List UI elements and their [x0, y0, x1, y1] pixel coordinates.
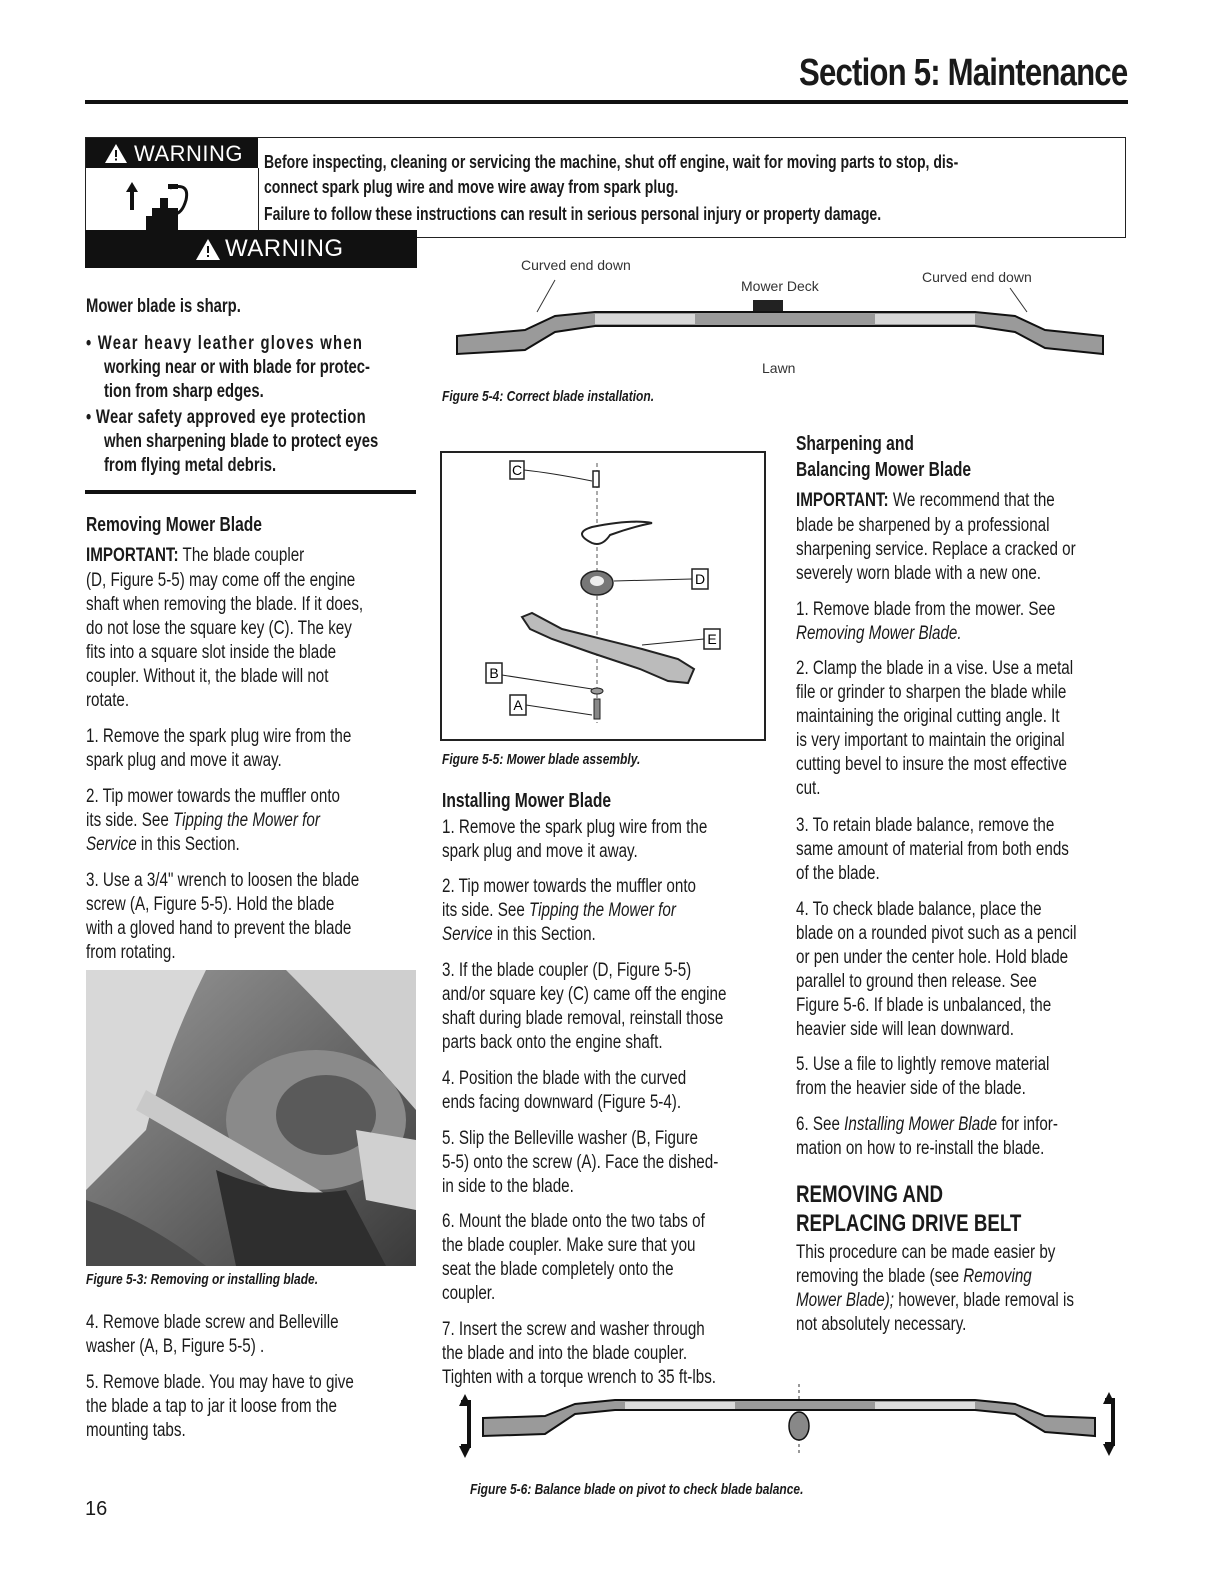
step-text: the blade and into the blade coupler. — [442, 1343, 688, 1364]
step-text: ends facing downward (Figure 5-4). — [442, 1092, 682, 1113]
warning-line: Before inspecting, cleaning or servicing the machine, shut off engine, wait for moving parts to stop, dis- — [264, 152, 959, 172]
important-label: IMPORTANT: — [86, 545, 179, 566]
section-heading-sharpening: Balancing Mower Blade — [796, 459, 972, 481]
step-text: maintaining the original cutting angle. It — [796, 706, 1060, 727]
step-text: 5. Slip the Belleville washer (B, Figure — [442, 1128, 698, 1149]
step-text: 4. Position the blade with the curved — [442, 1068, 687, 1089]
fig54-label: Lawn — [762, 360, 796, 376]
step-text: spark plug and move it away. — [86, 750, 282, 771]
blade-assembly-figure — [440, 451, 766, 741]
step-text: coupler. — [442, 1283, 496, 1304]
step-text: 5. Remove blade. You may have to give — [86, 1372, 354, 1393]
section-heading-drive-belt: REMOVING AND — [796, 1181, 943, 1208]
body-text: blade be sharpened by a professional — [796, 515, 1050, 536]
step-text: shaft during blade removal, reinstall those — [442, 1008, 724, 1029]
step-text: blade on a rounded pivot such as a pencil — [796, 923, 1077, 944]
warning-rule — [85, 490, 416, 494]
part-label-d: D — [694, 571, 706, 587]
step-text: in side to the blade. — [442, 1176, 574, 1197]
important-note: IMPORTANT: We recommend that the — [796, 490, 1055, 511]
body-text: sharpening service. Replace a cracked or — [796, 539, 1076, 560]
step-text: 2. Clamp the blade in a vise. Use a metal — [796, 658, 1074, 679]
step-text: 1. Remove the spark plug wire from the — [86, 726, 352, 747]
step-text: washer (A, B, Figure 5-5) . — [86, 1336, 265, 1357]
section-heading-installing: Installing Mower Blade — [442, 790, 612, 812]
step-text: 3. If the blade coupler (D, Figure 5-5) — [442, 960, 692, 981]
body-text: coupler. Without it, the blade will not — [86, 666, 329, 687]
step-text: same amount of material from both ends — [796, 839, 1069, 860]
important-note: IMPORTANT: The blade coupler — [86, 545, 305, 566]
step-text: its side. See Tipping the Mower for — [442, 900, 676, 921]
step-text: Figure 5-6. If blade is unbalanced, the — [796, 995, 1052, 1016]
step-text: from rotating. — [86, 942, 176, 963]
important-label: IMPORTANT: — [796, 490, 889, 511]
step-text: with a gloved hand to prevent the blade — [86, 918, 352, 939]
step-text: 1. Remove the spark plug wire from the — [442, 817, 708, 838]
warning-line: Failure to follow these instructions can result in serious personal injury or property damage. — [264, 204, 882, 224]
step-text: 3. Use a 3/4" wrench to loosen the blade — [86, 870, 360, 891]
section-heading-removing: Removing Mower Blade — [86, 514, 262, 536]
warning-badge-label: WARNING — [134, 141, 244, 166]
step-text: screw (A, Figure 5-5). Hold the blade — [86, 894, 335, 915]
body-text: Mower Blade); however, blade removal is — [796, 1290, 1074, 1311]
warning-line: connect spark plug wire and move wire away from spark plug. — [264, 177, 679, 197]
body-text: do not lose the square key (C). The key — [86, 618, 352, 639]
part-label-e: E — [707, 631, 717, 647]
blade-removal-photo — [86, 970, 416, 1266]
step-text: seat the blade completely onto the — [442, 1259, 674, 1280]
body-text: (D, Figure 5-5) may come off the engine — [86, 570, 356, 591]
step-text: the blade a tap to jar it loose from the — [86, 1396, 337, 1417]
step-text: mounting tabs. — [86, 1420, 186, 1441]
figure-caption: Figure 5-4: Correct blade installation. — [442, 388, 655, 405]
step-text: Service in this Section. — [86, 834, 240, 855]
step-text: 2. Tip mower towards the muffler onto — [442, 876, 697, 897]
part-label-b: B — [489, 665, 499, 681]
body-text: fits into a square slot inside the blade — [86, 642, 337, 663]
blade-warning-line: • Wear heavy leather gloves when — [86, 333, 364, 354]
step-text: 6. Mount the blade onto the two tabs of — [442, 1211, 705, 1232]
blade-warning-line: working near or with blade for protec- — [104, 357, 370, 378]
step-text: 4. Remove blade screw and Belleville — [86, 1312, 339, 1333]
warning-triangle-icon — [195, 238, 221, 261]
step-text: spark plug and move it away. — [442, 841, 638, 862]
step-text: 5-5) onto the screw (A). Face the dished- — [442, 1152, 719, 1173]
step-text: of the blade. — [796, 863, 880, 884]
figure-caption: Figure 5-5: Mower blade assembly. — [442, 751, 641, 768]
body-text: not absolutely necessary. — [796, 1314, 967, 1335]
body-text: rotate. — [86, 690, 130, 711]
header-rule — [85, 100, 1128, 104]
step-text: Service in this Section. — [442, 924, 596, 945]
step-text: from the heavier side of the blade. — [796, 1078, 1026, 1099]
step-text: parts back onto the engine shaft. — [442, 1032, 663, 1053]
body-text: removing the blade (see Removing — [796, 1266, 1032, 1287]
step-text: or pen under the center hole. Hold blade — [796, 947, 1069, 968]
section-heading-drive-belt: REPLACING DRIVE BELT — [796, 1210, 1022, 1237]
blade-warning-line: when sharpening blade to protect eyes — [104, 431, 379, 452]
warning-badge — [86, 138, 258, 168]
fig54-label: Curved end down — [521, 257, 631, 273]
step-text: the blade coupler. Make sure that you — [442, 1235, 696, 1256]
step-text: 1. Remove blade from the mower. See — [796, 599, 1056, 620]
blade-warning-line: • Wear safety approved eye protection — [86, 407, 367, 428]
part-label-a: A — [513, 697, 523, 713]
step-text: 7. Insert the screw and washer through — [442, 1319, 705, 1340]
warning-triangle-icon — [104, 143, 128, 164]
part-label-c: C — [511, 462, 523, 478]
step-text: 4. To check blade balance, place the — [796, 899, 1042, 920]
page-number: 16 — [85, 1498, 108, 1520]
correct-blade-installation-diagram — [455, 278, 1105, 358]
blade-warning-line: from flying metal debris. — [104, 455, 277, 476]
step-text: 3. To retain blade balance, remove the — [796, 815, 1055, 836]
step-text: cut. — [796, 778, 821, 799]
step-text: file or grinder to sharpen the blade while — [796, 682, 1067, 703]
body-text: This procedure can be made easier by — [796, 1242, 1056, 1263]
step-text: 6. See Installing Mower Blade for infor- — [796, 1114, 1058, 1135]
step-text: 2. Tip mower towards the muffler onto — [86, 786, 341, 807]
fig54-label: Curved end down — [922, 269, 1032, 285]
disconnect-spark-plug-icon — [86, 168, 259, 237]
step-text: is very important to maintain the original — [796, 730, 1065, 751]
blade-assembly-diagram — [442, 453, 764, 739]
warning-badge-label: WARNING — [225, 235, 344, 262]
figure-caption: Figure 5-6: Balance blade on pivot to check blade balance. — [470, 1481, 804, 1498]
step-text: parallel to ground then release. See — [796, 971, 1037, 992]
step-text: Removing Mower Blade. — [796, 623, 962, 644]
step-text: and/or square key (C) came off the engine — [442, 984, 727, 1005]
body-text: shaft when removing the blade. If it does, — [86, 594, 364, 615]
step-text: 5. Use a file to lightly remove material — [796, 1054, 1050, 1075]
figure-caption: Figure 5-3: Removing or installing blade. — [86, 1271, 319, 1288]
page-title: Section 5: Maintenance — [798, 52, 1127, 94]
blade-warning-line: tion from sharp edges. — [104, 381, 264, 402]
section-heading-sharpening: Sharpening and — [796, 433, 914, 455]
body-text: severely worn blade with a new one. — [796, 563, 1042, 584]
step-text: Tighten with a torque wrench to 35 ft-lbs. — [442, 1367, 717, 1388]
balance-blade-diagram — [455, 1384, 1120, 1474]
step-text: its side. See Tipping the Mower for — [86, 810, 320, 831]
blade-warning-badge — [85, 230, 417, 268]
step-text: mation on how to re-install the blade. — [796, 1138, 1045, 1159]
step-text: cutting bevel to insure the most effective — [796, 754, 1067, 775]
step-text: heavier side will lean downward. — [796, 1019, 1014, 1040]
fig54-label: Mower Deck — [741, 278, 819, 294]
blade-warning-line: Mower blade is sharp. — [86, 296, 241, 317]
